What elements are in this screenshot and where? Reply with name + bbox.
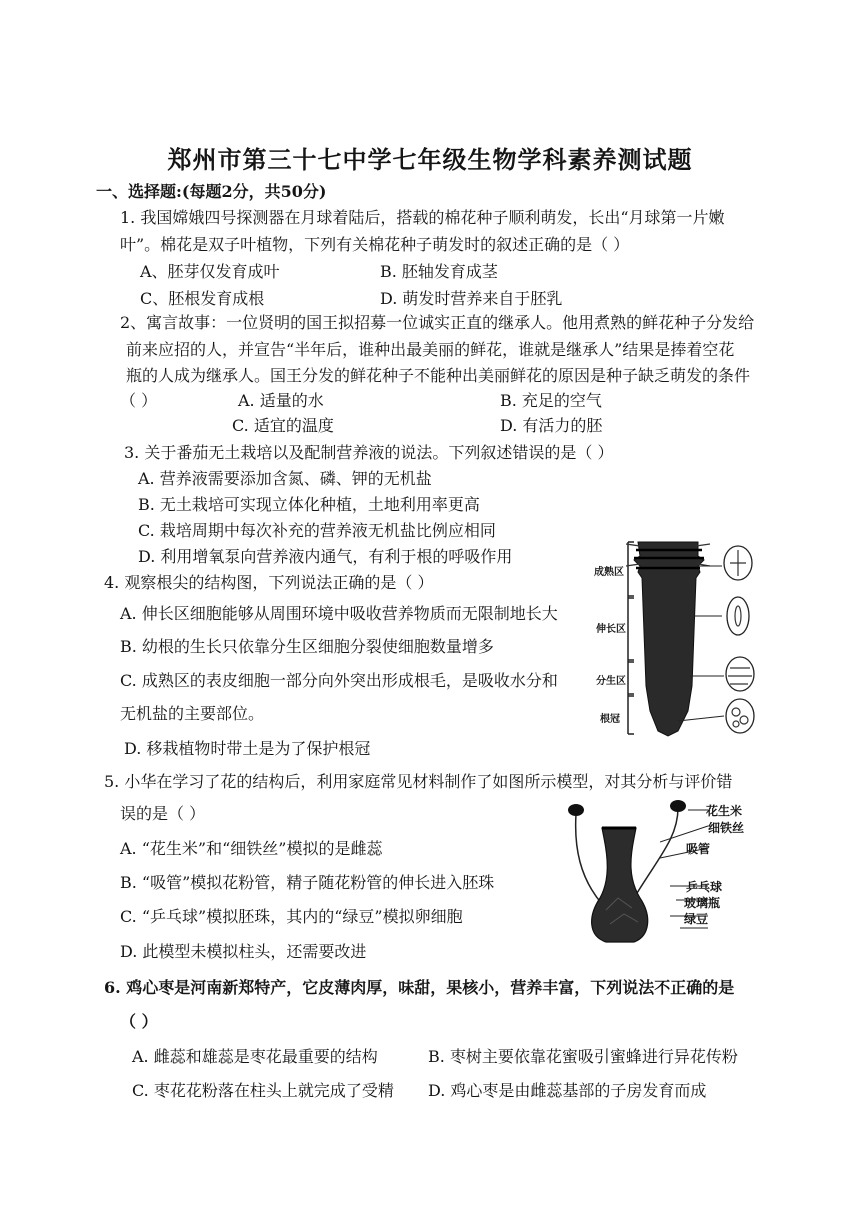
q2-option-d: D. 有活力的胚 — [500, 416, 603, 435]
q2-stem-line3: 瓶的人成为继承人。国王分发的鲜花种子不能种出美丽鲜花的原因是种子缺乏萌发的条件 — [126, 366, 751, 385]
q3-option-a: A. 营养液需要添加含氮、磷、钾的无机盐 — [138, 469, 432, 488]
q2-option-a: A. 适量的水 — [238, 391, 324, 410]
flower-label-peanut: 花生米 — [706, 804, 743, 818]
q4-option-c-cont: 无机盐的主要部位。 — [120, 704, 265, 723]
q2-option-b: B. 充足的空气 — [500, 391, 602, 410]
section-heading: 一、选择题:(每题2分，共50分) — [96, 182, 327, 201]
q1-option-d: D. 萌发时营养来自于胚乳 — [380, 289, 563, 308]
q6-paren: （ ） — [120, 1012, 158, 1031]
q1-option-c: C、胚根发育成根 — [140, 289, 265, 308]
flower-label-wire: 细铁丝 — [708, 821, 745, 835]
q4-option-b: B. 幼根的生长只依靠分生区细胞分裂使细胞数量增多 — [120, 637, 494, 656]
q3-option-b: B. 无土栽培可实现立体化种植，土地利用率更高 — [138, 495, 480, 514]
root-label-meristem: 分生区 — [596, 676, 626, 687]
flower-label-pingpong: 乒乓球 — [686, 880, 723, 894]
q4-option-a: A. 伸长区细胞能够从周围环境中吸收营养物质而无限制地长大 — [120, 604, 558, 623]
q6-stem: 6. 鸡心枣是河南新郑特产，它皮薄肉厚，味甜，果核小，营养丰富，下列说法不正确的是 — [104, 978, 735, 997]
q4-option-c: C. 成熟区的表皮细胞一部分向外突出形成根毛，是吸收水分和 — [120, 671, 558, 690]
q2-stem-line1: 2、寓言故事：一位贤明的国王拟招募一位诚实正直的继承人。他用煮熟的鲜花种子分发给 — [120, 313, 755, 332]
root-label-cap: 根冠 — [600, 714, 620, 725]
q3-option-c: C. 栽培周期中每次补充的营养液无机盐比例应相同 — [138, 521, 496, 540]
root-label-maturation: 成熟区 — [594, 567, 624, 578]
flower-label-straw: 吸管 — [686, 842, 711, 856]
q1-option-a: A、胚芽仅发育成叶 — [140, 262, 280, 281]
q5-stem-line2: 误的是（ ） — [120, 804, 206, 823]
q1-stem-line1: 1. 我国嫦娥四号探测器在月球着陆后，搭载的棉花种子顺利萌发，长出“月球第一片嫩 — [120, 208, 725, 227]
q4-option-d: D. 移栽植物时带土是为了保护根冠 — [124, 739, 371, 758]
q2-stem-line2: 前来应招的人，并宣告“半年后，谁种出最美丽的鲜花，谁就是继承人”结果是捧着空花 — [126, 340, 735, 359]
q6-option-b: B. 枣树主要依靠花蜜吸引蜜蜂进行异花传粉 — [428, 1047, 738, 1066]
q5-option-c: C. “乒乓球”模拟胚珠，其内的“绿豆”模拟卵细胞 — [120, 907, 463, 926]
root-label-elongation: 伸长区 — [596, 624, 626, 635]
flower-label-bottle: 玻璃瓶 — [684, 896, 721, 910]
q6-option-d: D. 鸡心枣是由雌蕊基部的子房发育而成 — [428, 1081, 707, 1100]
q6-option-c: C. 枣花花粉落在柱头上就完成了受精 — [132, 1081, 394, 1100]
q2-option-c: C. 适宜的温度 — [232, 416, 334, 435]
q4-stem: 4. 观察根尖的结构图，下列说法正确的是（ ） — [104, 573, 434, 592]
q2-paren: （ ） — [120, 391, 158, 410]
q5-option-b: B. “吸管”模拟花粉管，精子随花粉管的伸长进入胚珠 — [120, 873, 495, 892]
q1-stem-line2: 叶”。棉花是双子叶植物，下列有关棉花种子萌发时的叙述正确的是（ ） — [120, 235, 630, 254]
page-title: 郑州市第三十七中学七年级生物学科素养测试题 — [167, 145, 693, 174]
flower-label-greenbean: 绿豆 — [684, 912, 709, 926]
q6-option-a: A. 雌蕊和雄蕊是枣花最重要的结构 — [132, 1047, 378, 1066]
q3-stem: 3. 关于番茄无土栽培以及配制营养液的说法。下列叙述错误的是（ ） — [124, 443, 614, 462]
q5-option-d: D. 此模型未模拟柱头，还需要改进 — [120, 942, 367, 961]
q1-option-b: B. 胚轴发育成茎 — [380, 262, 498, 281]
q5-stem-line1: 5. 小华在学习了花的结构后，利用家庭常见材料制作了如图所示模型，对其分析与评价错 — [104, 772, 733, 791]
q3-option-d: D. 利用增氧泵向营养液内通气，有利于根的呼吸作用 — [138, 547, 513, 566]
q5-option-a: A. “花生米”和“细铁丝”模拟的是雌蕊 — [120, 839, 383, 858]
